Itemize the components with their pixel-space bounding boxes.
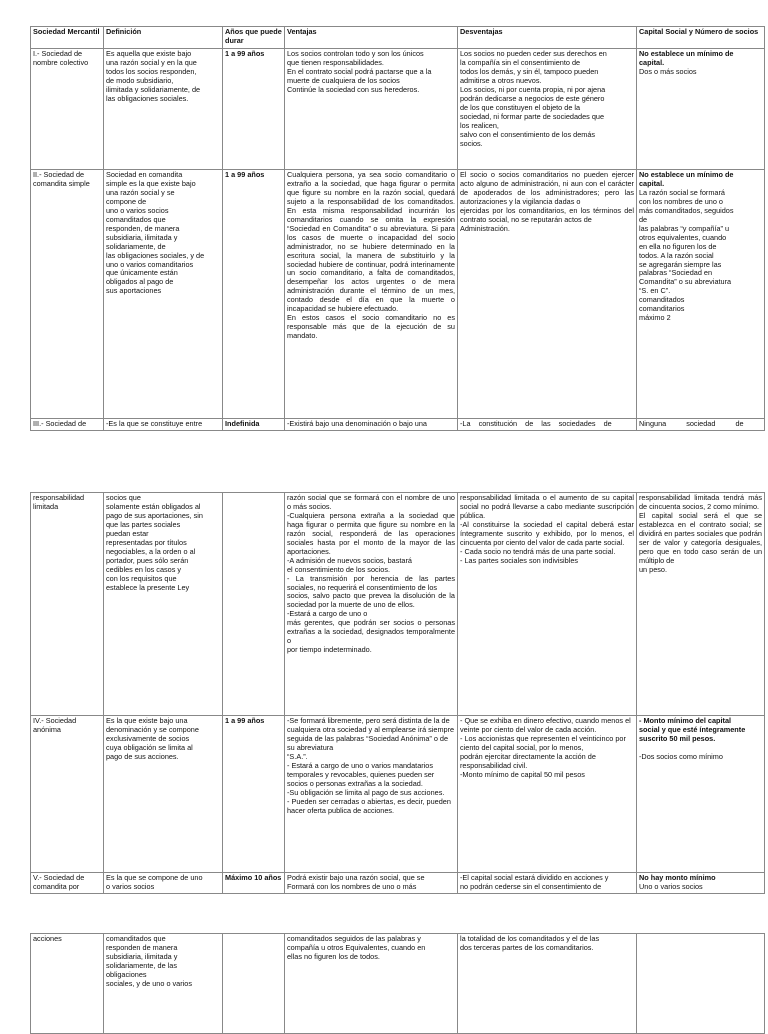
years-cell: Máximo 10 años [223,873,285,894]
definition-cell: socios que solamente están obligados al pago de sus aportaciones, sin que las partes sociales puedan estar representadas por títulos negociables, a la orden o al portador, pues sólo serán cedibles en los casos y con los requisitos que establece la presente Ley [104,493,223,716]
capital-cell [637,934,765,1034]
sociedad-name: V.- Sociedad de comandita por [31,873,104,894]
table-page-3 [30,933,765,1034]
table-row [31,419,765,431]
disadvantages-cell: Los socios no pueden ceder sus derechos en la compañía sin el consentimiento de todos los demás, y sin él, tampoco pueden admitirse a otros nuevos. Los socios, ni por cuenta propia, ni por ajena podrán dedicarse a negocios de este género de los que constituyen el objeto de la sociedad, ni formar parte de sociedades que los realicen, salvo con el consentimiento de los demás socios. [458,49,637,170]
table-row [31,170,765,419]
advantages-cell: -Se formará libremente, pero será distinta de la de cualquiera otra sociedad y al emplearse irá siempre seguida de las palabras “Sociedad Anónima” o de su abreviatura “S.A.”. - Estará a cargo de uno o varios mandatarios temporales y revocables, quienes pueden ser socios o personas extrañas a la sociedad. -Su obligación se limita al pago de sus acciones. - Pueden ser cerradas o abiertas, es decir, pueden hacer oferta publica de acciones. [285,716,458,873]
capital-text: -Dos socios como mínimo [639,751,723,761]
capital-cell: Ninguna sociedad de [637,419,765,431]
capital-bold-text: - Monto mínimo del capital social y que esté íntegramente suscrito 50 mil pesos. [639,716,746,743]
sociedad-name: I.- Sociedad de nombre colectivo [31,49,104,170]
header-row [31,27,765,49]
sociedad-name: IV.- Sociedad anónima [31,716,104,873]
header-sociedad: Sociedad Mercantil [31,27,104,49]
capital-text: Dos o más socios [639,66,697,76]
years-cell: 1 a 99 años [223,170,285,419]
capital-bold-text: No establece un mínimo de capital. [639,49,734,67]
capital-bold-text: No hay monto mínimo [639,873,716,882]
years-cell: 1 a 99 años [223,716,285,873]
years-cell: 1 a 99 años [223,49,285,170]
disadvantages-cell: El socio o socios comanditarios no pueden ejercer acto alguno de administración, ni aun con el carácter de apoderados de los administradores; pero las autorizaciones y la vigilancia dadas o ejercidas por los comanditarios, en los términos del contrato social, no se reputarán actos de Administración. [458,170,637,419]
definition-cell: -Es la que se constituye entre [104,419,223,431]
capital-bold-text: No establece un mínimo de capital. [639,170,734,188]
table-page-2 [30,492,765,894]
definition-cell: Es la que existe bajo una denominación y se compone exclusivamente de socios cuya obligación se limita al pago de sus acciones. [104,716,223,873]
header-definicion: Definición [104,27,223,49]
header-capital: Capital Social y Número de socios [637,27,765,49]
definition-cell: comanditados que responden de manera subsidiaria, ilimitada y solidariamente, de las obligaciones sociales, y de uno o varios [104,934,223,1034]
sociedad-name: acciones [31,934,104,1034]
advantages-cell: Podrá existir bajo una razón social, que se Formará con los nombres de uno o más [285,873,458,894]
years-cell [223,934,285,1034]
advantages-cell: comanditados seguidos de las palabras y compañía u otros Equivalentes, cuando en ellas no figuren los de todos. [285,934,458,1034]
table-row [31,873,765,894]
table-row [31,716,765,873]
capital-cell [637,716,765,873]
sociedad-name: III.- Sociedad de [31,419,104,431]
table-page-1 [30,26,765,431]
disadvantages-cell: -El capital social estará dividido en acciones y no podrán cederse sin el consentimiento de [458,873,637,894]
advantages-cell: -Existirá bajo una denominación o bajo una [285,419,458,431]
table-row [31,493,765,716]
capital-cell [637,873,765,894]
sociedad-name: responsabilidad limitada [31,493,104,716]
table-row [31,934,765,1034]
sociedad-name: II.- Sociedad de comandita simple [31,170,104,419]
disadvantages-cell: - Que se exhiba en dinero efectivo, cuando menos el veinte por ciento del valor de cada acción. - Los accionistas que representen el veinticinco por ciento del capital social, por lo menos, podrán ejercitar directamente la acción de responsabilidad civil. -Monto mínimo de capital 50 mil pesos [458,716,637,873]
header-ventajas: Ventajas [285,27,458,49]
capital-cell: responsabilidad limitada tendrá más de cincuenta socios, 2 como mínimo. El capital social será el que se establezca en el contrato social; se dividirá en partes sociales que podrán ser de valor y categoría desiguales, pero que en todo caso serán de un múltiplo de un peso. [637,493,765,716]
definition-cell: Sociedad en comandita simple es la que existe bajo una razón social y se compone de uno o varios socios comanditados que responden, de manera subsidiaria, ilimitada y solidariamente, de las obligaciones sociales, y de uno o varios comanditarios que únicamente están obligados al pago de sus aportaciones [104,170,223,419]
advantages-cell: Los socios controlan todo y son los únicos que tienen responsabilidades. En el contrato social podrá pactarse que a la muerte de cualquiera de los socios Continúe la sociedad con sus herederos. [285,49,458,170]
definition-cell: Es aquella que existe bajo una razón social y en la que todos los socios responden, de modo subsidiario, ilimitada y solidariamente, de las obligaciones sociales. [104,49,223,170]
capital-cell [637,49,765,170]
advantages-cell: razón social que se formará con el nombre de uno o más socios. -Cualquiera persona extraña a la sociedad que haga figurar o permita que figure su nombre en la razón social, responderá de las operaciones sociales hasta por el monto de la mayor de las aportaciones. -A admisión de nuevos socios, bastará el consentimiento de los socios. - La transmisión por herencia de las partes sociales, no requerirá el consentimiento de los socios, salvo pacto que prevea la disolución de la sociedad por la muerte de uno de ellos. -Estará a cargo de uno o más gerentes, que podrán ser socios o personas extrañas a la sociedad, designados temporalmente o por tiempo indeterminado. [285,493,458,716]
definition-cell: Es la que se compone de uno o varios socios [104,873,223,894]
header-desventajas: Desventajas [458,27,637,49]
capital-text: Uno o varios socios [639,881,703,891]
years-cell: Indefinida [223,419,285,431]
disadvantages-cell: responsabilidad limitada o el aumento de su capital social no podrá llevarse a cabo mediante suscripción pública. -Al constituirse la sociedad el capital deberá estar íntegramente suscrito y exhibido, por lo menos, el cincuenta por ciento del valor de cada parte social. - Cada socio no tendrá más de una parte social. - Las partes sociales son indivisibles [458,493,637,716]
years-cell [223,493,285,716]
header-anos: Años que puede durar [223,27,285,49]
disadvantages-cell: -La constitución de las sociedades de [458,419,637,431]
capital-cell [637,170,765,419]
advantages-cell: Cualquiera persona, ya sea socio comanditario o extraño a la sociedad, que haga figurar o permita que figure su nombre en la razón social, quedará sujeto a la responsabilidad de los comanditados. En esta misma responsabilidad incurrirán los comanditarios cuando se omita la expresión “Sociedad en Comandita” o su abreviatura. Si para los casos de muerte o incapacidad del socio administrador, no se hubiere determinado en la escritura social, la manera de substituirlo y la sociedad hubiere de continuar, podrá interinamente un socio comanditario, a falta de comanditados, desempeñar los actos urgentes o de mera administración durante el término de un mes, contado desde el día en que la muerte o incapacidad se hubiere efectuado. En estos casos el socio comanditario no es responsable más que de la ejecución de su mandato. [285,170,458,419]
table-row [31,49,765,170]
disadvantages-cell: la totalidad de los comanditados y el de las dos terceras partes de los comanditarios. [458,934,637,1034]
capital-text: La razón social se formará con los nombres de uno o más comanditados, seguidos de las palabras “y compañía” u otros equivalentes, cuando en ella no figuren los de todos. A la razón social se agregarán siempre las palabras “Sociedad en Comandita” o su abreviatura “S. en C”. comanditados comanditarios máximo 2 [639,187,734,323]
